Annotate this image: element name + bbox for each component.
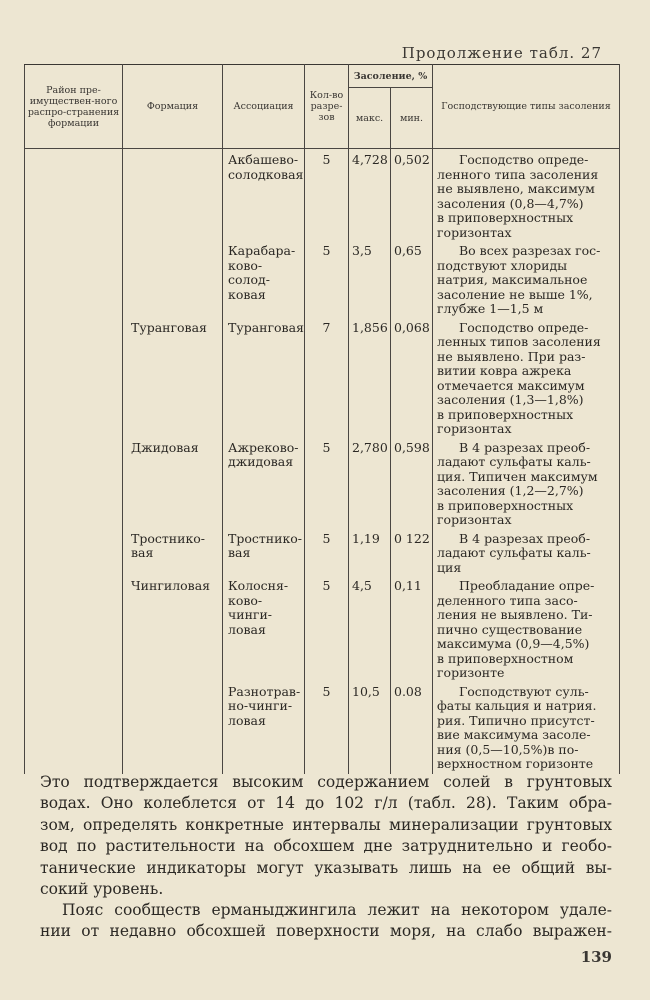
association-line: ковая bbox=[228, 286, 266, 302]
table-row bbox=[25, 317, 620, 437]
cell-max: 1,19 bbox=[349, 528, 391, 576]
cell-count: 5 bbox=[305, 149, 349, 241]
col-header-count: Кол-во разре-зов bbox=[305, 65, 349, 149]
table-row bbox=[25, 149, 620, 241]
description-line: натрия, максимальное bbox=[437, 272, 588, 287]
association-line: ловая bbox=[228, 712, 266, 728]
cell-association bbox=[223, 149, 305, 241]
cell-salinization-type bbox=[433, 528, 620, 576]
text-line: зом, определять конкретные интервалы минерализации грунтовых bbox=[40, 815, 612, 834]
cell-region bbox=[25, 575, 123, 681]
col-header-types: Господствующие типы засоления bbox=[433, 65, 620, 149]
cell-count: 5 bbox=[305, 437, 349, 528]
text-line: нии от недавно обсохшей поверхности моря, на слабо выражен- bbox=[40, 922, 612, 941]
association-line: Колосня- bbox=[228, 578, 289, 593]
description-line: рия. Типично присутст- bbox=[437, 712, 595, 728]
cell-salinization-type bbox=[433, 240, 620, 317]
cell-association bbox=[223, 317, 305, 437]
description-line: ния (0,5—10,5%)в по- bbox=[437, 741, 579, 757]
association-line: вая bbox=[228, 545, 251, 560]
association-line: Ажреково- bbox=[228, 439, 299, 455]
description-line: вие максимума засоле- bbox=[437, 727, 591, 742]
description-line: отмечается максимум bbox=[437, 377, 585, 393]
description-line: Господствуют суль- bbox=[459, 683, 589, 699]
cell-formation bbox=[123, 681, 223, 774]
description-line: В 4 разрезах преоб- bbox=[459, 530, 591, 546]
association-line: Тростнико- bbox=[228, 530, 303, 546]
description-line: в приповерхностном bbox=[437, 650, 574, 666]
col-header-formation: Формация bbox=[123, 65, 223, 149]
description-line: в приповерхностных bbox=[437, 497, 574, 513]
cell-salinization-type bbox=[433, 437, 620, 528]
cell-count: 5 bbox=[305, 681, 349, 774]
description-line: деленного типа засо- bbox=[437, 592, 578, 608]
table-row bbox=[25, 437, 620, 528]
cell-salinization-type bbox=[433, 317, 620, 437]
cell-salinization-type bbox=[433, 681, 620, 774]
cell-salinization-type bbox=[433, 149, 620, 241]
description-line: фаты кальция и натрия. bbox=[437, 698, 597, 713]
cell-count: 5 bbox=[305, 528, 349, 576]
description-line: ладают сульфаты каль- bbox=[437, 454, 591, 469]
description-line: не выявлено, максимум bbox=[437, 181, 595, 196]
cell-region bbox=[25, 149, 123, 241]
cell-association bbox=[223, 240, 305, 317]
description-line: ленного типа засоления bbox=[437, 166, 599, 182]
cell-max: 3,5 bbox=[349, 240, 391, 317]
cell-region bbox=[25, 240, 123, 317]
cell-max: 4,5 bbox=[349, 575, 391, 681]
association-line: ково-солод- bbox=[228, 257, 270, 287]
paragraph-1 bbox=[40, 772, 612, 900]
text-line: Это подтверждается высоким содержанием солей в грунтовых bbox=[40, 773, 612, 791]
col-header-salinization: Засоление, % bbox=[349, 65, 433, 88]
description-line: ладают сульфаты каль- bbox=[437, 545, 591, 560]
cell-min: 0 122 bbox=[391, 528, 433, 576]
description-line: горизонтах bbox=[437, 512, 512, 527]
text-line: вод по растительности на обсохшем дне затруднительно и геобо- bbox=[40, 837, 612, 856]
cell-min: 0,068 bbox=[391, 317, 433, 437]
association-line: Акбашево- bbox=[228, 152, 299, 167]
col-header-association: Ассоциация bbox=[223, 65, 305, 149]
cell-min: 0,65 bbox=[391, 240, 433, 317]
description-line: ления не выявлено. Ти- bbox=[437, 607, 593, 622]
cell-formation: Чингиловая bbox=[123, 575, 223, 681]
association-line: ловая bbox=[228, 621, 266, 637]
description-line: в приповерхностных bbox=[437, 406, 574, 422]
description-line: засоления (1,2—2,7%) bbox=[437, 483, 584, 498]
table-continuation-header: Продолжение табл. 27 bbox=[401, 44, 602, 62]
description-line: засоление не выше 1%, bbox=[437, 286, 593, 302]
table-row bbox=[25, 681, 620, 774]
description-line: в приповерхностных bbox=[437, 210, 574, 225]
description-line: Преобладание опре- bbox=[459, 578, 595, 593]
cell-formation bbox=[123, 240, 223, 317]
description-line: глубже 1—1,5 м bbox=[437, 301, 544, 316]
cell-association bbox=[223, 575, 305, 681]
cell-association bbox=[223, 437, 305, 528]
cell-region bbox=[25, 681, 123, 774]
description-line: максимума (0,9—4,5%) bbox=[437, 636, 590, 651]
cell-association bbox=[223, 681, 305, 774]
table-row bbox=[25, 528, 620, 576]
association-line: джидовая bbox=[228, 454, 294, 469]
table-row bbox=[25, 240, 620, 317]
cell-salinization-type bbox=[433, 575, 620, 681]
association-line: солодковая bbox=[228, 166, 304, 182]
description-line: витии ковра ажрека bbox=[437, 363, 572, 378]
association-line: Туранговая bbox=[228, 319, 304, 335]
association-line: Разнотрав- bbox=[228, 683, 301, 699]
description-line: подствуют хлориды bbox=[437, 257, 568, 273]
association-line: но-чинги- bbox=[228, 698, 293, 713]
cell-min: 0,598 bbox=[391, 437, 433, 528]
cell-min: 0,502 bbox=[391, 149, 433, 241]
description-line: горизонтах bbox=[437, 421, 512, 436]
page-number: 139 bbox=[580, 948, 612, 966]
cell-region bbox=[25, 528, 123, 576]
description-line: горизонте bbox=[437, 665, 505, 680]
text-line: Пояс сообществ ерманыджингила лежит на некотором удале- bbox=[62, 901, 612, 919]
cell-min: 0,11 bbox=[391, 575, 433, 681]
description-line: Господство опреде- bbox=[459, 152, 589, 167]
col-header-max: макс. bbox=[349, 88, 391, 149]
description-line: пично существование bbox=[437, 621, 583, 637]
text-line: сокий уровень. bbox=[40, 880, 164, 899]
cell-region bbox=[25, 437, 123, 528]
description-line: ленных типов засоления bbox=[437, 334, 601, 349]
description-line: горизонтах bbox=[437, 224, 512, 240]
text-line: танические индикаторы могут указывать лишь на ее общий вы- bbox=[40, 858, 612, 877]
cell-count: 5 bbox=[305, 575, 349, 681]
cell-max: 4,728 bbox=[349, 149, 391, 241]
cell-region bbox=[25, 317, 123, 437]
cell-max: 10,5 bbox=[349, 681, 391, 774]
description-line: ция bbox=[437, 559, 462, 575]
cell-formation: Туранговая bbox=[123, 317, 223, 437]
association-line: ково-чинги- bbox=[228, 592, 273, 622]
cell-count: 7 bbox=[305, 317, 349, 437]
cell-formation bbox=[123, 149, 223, 241]
salinization-table bbox=[24, 64, 620, 774]
description-line: не выявлено. При раз- bbox=[437, 348, 586, 364]
cell-max: 1,856 bbox=[349, 317, 391, 437]
col-header-min: мин. bbox=[391, 88, 433, 149]
description-line: Во всех разрезах гос- bbox=[459, 243, 601, 258]
description-line: В 4 разрезах преоб- bbox=[459, 439, 591, 455]
cell-max: 2,780 bbox=[349, 437, 391, 528]
description-line: верхностном горизонте bbox=[437, 756, 594, 771]
cell-association bbox=[223, 528, 305, 576]
association-line: Карабара- bbox=[228, 243, 296, 258]
text-line: водах. Оно колеблется от 14 до 102 г/л (табл. 28). Таким обра- bbox=[40, 794, 612, 813]
cell-min: 0.08 bbox=[391, 681, 433, 774]
cell-formation: Тростнико-вая bbox=[123, 528, 223, 576]
description-line: ция. Типичен максимум bbox=[437, 468, 598, 484]
paragraph-2 bbox=[40, 900, 612, 943]
table-row bbox=[25, 575, 620, 681]
col-header-region: Район пре-имуществен-ного распро-странения формации bbox=[25, 65, 123, 149]
description-line: Господство опреде- bbox=[459, 319, 589, 335]
cell-count: 5 bbox=[305, 240, 349, 317]
cell-formation: Джидовая bbox=[123, 437, 223, 528]
description-line: засоления (0,8—4,7%) bbox=[437, 195, 584, 211]
description-line: засоления (1,3—1,8%) bbox=[437, 392, 584, 407]
